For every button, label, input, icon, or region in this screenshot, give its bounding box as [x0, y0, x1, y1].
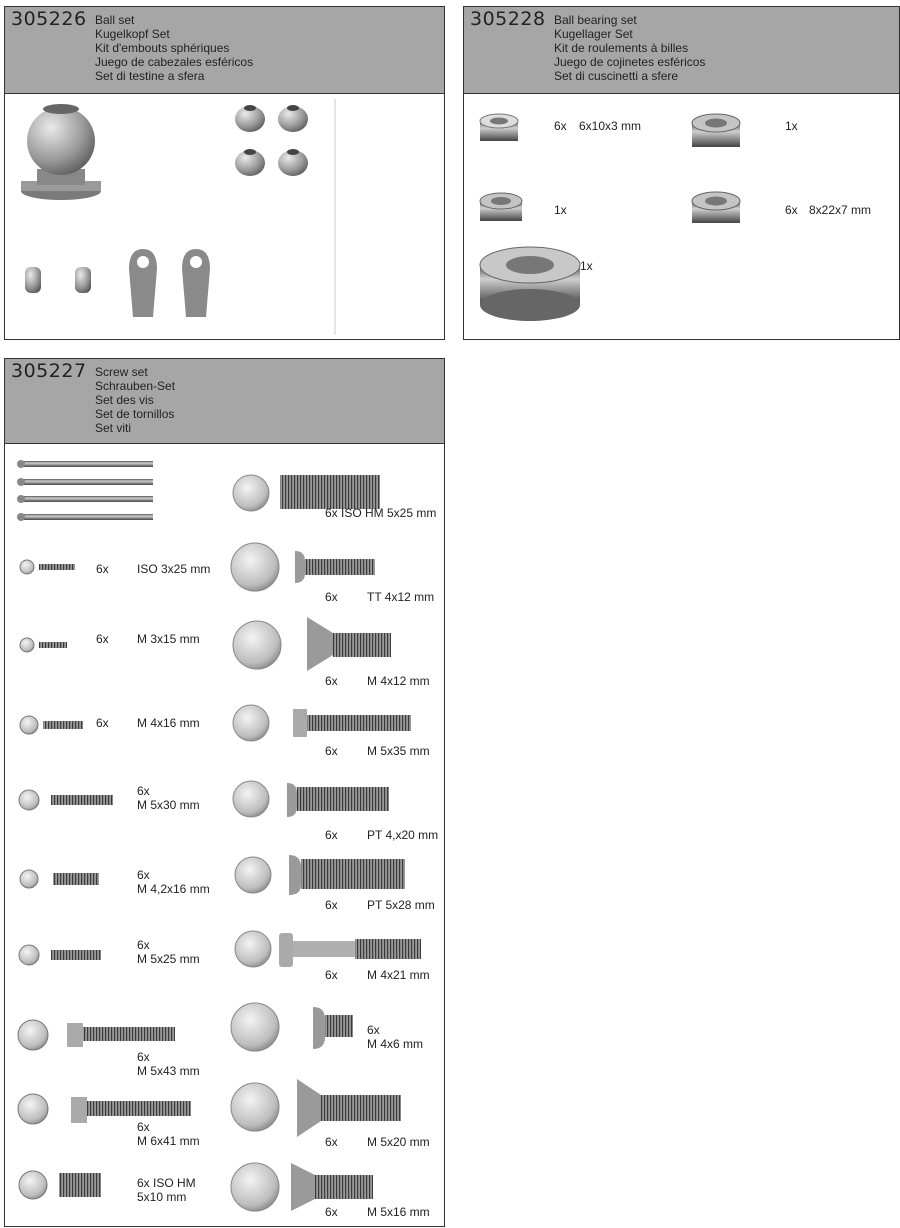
screw-right-5-size: PT 4,x20 mm	[367, 828, 439, 842]
ball-set-title-fr: Kit d'embouts sphériques	[95, 41, 230, 55]
screw-m5x35-icon	[233, 705, 411, 741]
screw-right-8-qty: 6x	[367, 1023, 380, 1037]
bearing-small-icon	[480, 193, 522, 221]
bearings-illustration	[474, 105, 894, 335]
ball-set-title-it: Set di testine a sfera	[95, 69, 205, 83]
screw-left-9-size: 5x10 mm	[137, 1190, 187, 1204]
bearing-set-title-es: Juego de cojinetes esféricos	[554, 55, 706, 69]
bearing-set-titles	[554, 13, 705, 83]
ball-set-header	[5, 7, 444, 94]
screw-left-9-qty: 6x ISO HM	[137, 1176, 196, 1190]
bearing-set-panel	[463, 6, 900, 340]
screw-m4-2x16-icon	[20, 870, 99, 888]
screw-right-2-size: TT 4x12 mm	[367, 590, 435, 604]
screw-m5x30-icon	[19, 790, 113, 810]
screw-set-title-fr: Set des vis	[95, 393, 154, 407]
screw-set-title-it: Set viti	[95, 421, 132, 435]
screw-left-7-size: M 5x43 mm	[137, 1064, 200, 1078]
ball-cups-icon	[235, 105, 308, 176]
bearing-set-title-fr: Kit de roulements à billes	[554, 41, 689, 55]
bearing-set-title-it: Set di cuscinetti a sfere	[554, 69, 679, 83]
bearing-1-size: 6x10x3 mm	[579, 119, 642, 133]
ball-set-title-en: Ball set	[95, 13, 135, 27]
screw-left-2-qty: 6x	[96, 632, 109, 646]
long-rods-icon	[17, 460, 153, 521]
screw-left-6-size: M 5x25 mm	[137, 952, 200, 966]
screw-m6x41-icon	[18, 1094, 191, 1124]
screw-set-title-es: Set de tornillos	[95, 407, 175, 421]
ball-set-number: 305226	[11, 8, 87, 30]
screw-left-4-qty: 6x	[137, 784, 150, 798]
screw-right-7-qty: 6x	[325, 968, 338, 982]
bearing-small-thin-icon	[480, 114, 518, 141]
screw-m5x20-icon	[231, 1079, 401, 1137]
screw-tt-4x12-icon	[231, 543, 375, 591]
screw-m5x25-icon	[19, 945, 101, 965]
bearing-set-header	[464, 7, 899, 94]
ball-set-title-es: Juego de cabezales esféricos	[95, 55, 254, 69]
screw-left-2-size: M 3x15 mm	[137, 632, 200, 646]
screw-m4x12-icon	[233, 617, 391, 671]
screw-m3x15-icon	[20, 638, 67, 652]
bearing-8x22x7-icon	[692, 192, 740, 223]
screw-right-10-qty: 6x	[325, 1205, 338, 1219]
screw-m5x43-icon	[18, 1020, 175, 1050]
screw-pt-4x20-icon	[233, 781, 389, 817]
ball-set-title-de: Kugelkopf Set	[95, 27, 170, 41]
screw-set-header	[5, 359, 444, 444]
screw-right-8-size: M 4x6 mm	[367, 1037, 424, 1051]
screw-left-5-qty: 6x	[137, 868, 150, 882]
screw-right-9-qty: 6x	[325, 1135, 338, 1149]
bearing-large-icon	[480, 247, 580, 321]
bearing-medium-icon	[692, 114, 740, 147]
screw-right-3-qty: 6x	[325, 674, 338, 688]
screw-set-title-en: Screw set	[95, 365, 148, 379]
bearing-5-qty: 1x	[580, 259, 593, 273]
screw-set-titles	[95, 365, 175, 435]
bearing-2-qty: 1x	[785, 119, 798, 133]
large-ball-stud-icon	[21, 104, 101, 200]
ball-set-panel	[4, 6, 445, 340]
screw-right-10-size: M 5x16 mm	[367, 1205, 430, 1219]
ball-set-titles	[95, 13, 253, 83]
screw-right-3-size: M 4x12 mm	[367, 674, 430, 688]
screw-m4x6-icon	[231, 1003, 353, 1051]
screw-m5x16-icon	[231, 1163, 373, 1211]
screw-right-6-qty: 6x	[325, 898, 338, 912]
screw-set-number: 305227	[11, 360, 87, 382]
screw-set-panel	[4, 358, 445, 1227]
screw-iso-hm-5x10-icon	[19, 1171, 101, 1199]
bearing-4-size: 8x22x7 mm	[809, 203, 872, 217]
bearing-3-qty: 1x	[554, 203, 567, 217]
screw-left-1-qty: 6x	[96, 562, 109, 576]
ball-parts-illustration	[13, 99, 433, 335]
screw-left-8-qty: 6x	[137, 1120, 150, 1134]
bearing-1-qty: 6x	[554, 119, 567, 133]
screw-left-7-qty: 6x	[137, 1050, 150, 1064]
screw-left-4-size: M 5x30 mm	[137, 798, 200, 812]
screw-right-4-size: M 5x35 mm	[367, 744, 430, 758]
rod-ends-icon	[129, 249, 210, 317]
screw-left-8-size: M 6x41 mm	[137, 1134, 200, 1148]
screw-right-9-size: M 5x20 mm	[367, 1135, 430, 1149]
screw-left-3-size: M 4x16 mm	[137, 716, 200, 730]
screw-right-4-qty: 6x	[325, 744, 338, 758]
screw-right-2-qty: 6x	[325, 590, 338, 604]
bearing-set-title-de: Kugellager Set	[554, 27, 633, 41]
screw-iso-3x25-icon	[20, 560, 75, 574]
screw-right-7-size: M 4x21 mm	[367, 968, 430, 982]
screw-right-5-qty: 6x	[325, 828, 338, 842]
screw-m4x21-icon	[235, 931, 421, 967]
screw-pt-5x28-icon	[235, 855, 405, 895]
small-ball-studs-icon	[25, 267, 91, 293]
screw-right-1-qty: 6x ISO HM 5x25 mm	[325, 506, 437, 520]
screw-left-3-qty: 6x	[96, 716, 109, 730]
screw-left-6-qty: 6x	[137, 938, 150, 952]
screw-right-6-size: PT 5x28 mm	[367, 898, 435, 912]
bearing-set-number: 305228	[470, 8, 546, 30]
screw-left-5-size: M 4,2x16 mm	[137, 882, 210, 896]
screw-m4x16-icon	[20, 716, 83, 734]
bearing-4-qty: 6x	[785, 203, 798, 217]
bearing-set-title-en: Ball bearing set	[554, 13, 637, 27]
screw-set-title-de: Schrauben-Set	[95, 379, 176, 393]
screw-left-1-size: ISO 3x25 mm	[137, 562, 211, 576]
